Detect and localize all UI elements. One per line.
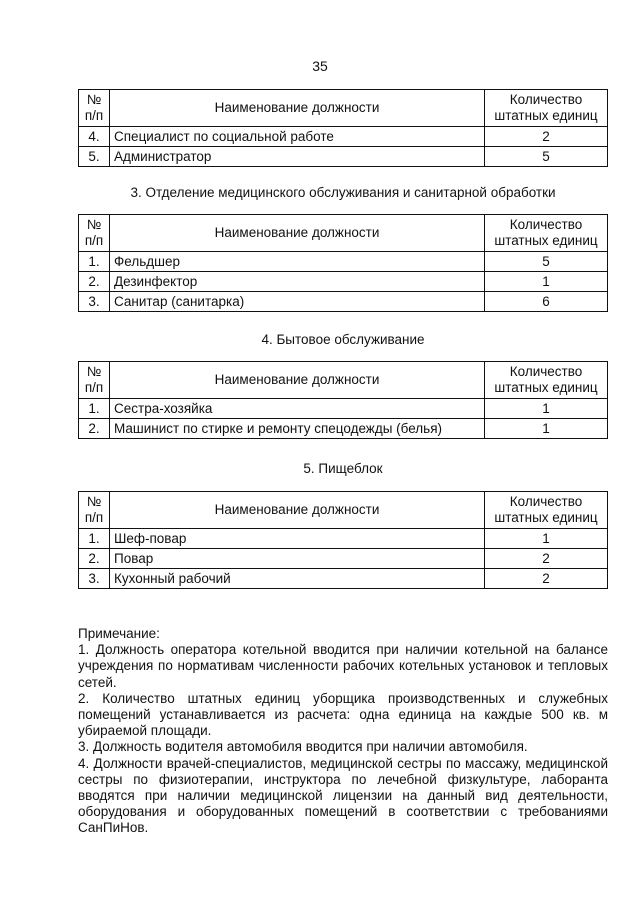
row-name: Санитар (санитарка): [110, 292, 485, 312]
row-num: 2.: [79, 549, 110, 569]
table-header-row: [79, 215, 608, 252]
row-name: Дезинфектор: [110, 272, 485, 292]
row-qty: 1: [485, 272, 608, 292]
table-row: [79, 549, 608, 569]
page-number: 35: [312, 58, 328, 74]
row-qty: 6: [485, 292, 608, 312]
note-item: 2. Количество штатных единиц уборщика производственных и служебных помещений устанавливается из расчета: одна единица на каждые 500 кв. м убираемой площади.: [78, 690, 608, 739]
header-num: № п/п: [79, 215, 110, 252]
note-item: 1. Должность оператора котельной вводится при наличии котельной на балансе учреждения по нормативам численности рабочих котельных установок и тепловых сетей.: [78, 642, 608, 690]
staff-table-1: [78, 89, 608, 167]
header-qty: Количество штатных единиц: [485, 90, 608, 127]
row-num: 4.: [79, 127, 110, 147]
row-num: 1.: [79, 529, 110, 549]
section-title-household: 4. Бытовое обслуживание: [261, 332, 425, 347]
staff-table-household: [78, 361, 608, 439]
row-name: Администратор: [110, 147, 485, 167]
header-num: № п/п: [79, 90, 110, 127]
table-row: [79, 252, 608, 272]
staff-table-catering: [78, 491, 608, 589]
row-qty: 5: [485, 147, 608, 167]
row-num: 1.: [79, 399, 110, 419]
row-name: Специалист по социальной работе: [110, 127, 485, 147]
header-num: № п/п: [79, 362, 110, 399]
row-name: Сестра-хозяйка: [110, 399, 485, 419]
header-name: Наименование должности: [110, 90, 485, 127]
header-name: Наименование должности: [110, 215, 485, 252]
table-header-row: [79, 362, 608, 399]
header-qty: Количество штатных единиц: [485, 215, 608, 252]
table-row: [79, 419, 608, 439]
note-item: 4. Должности врачей-специалистов, медицинской сестры по массажу, медицинской сестры по физиотерапии, инструктора по лечебной физкультуре, лаборанта вводятся при наличии медицинской лицензии на данный вид деятельности, оборудования и оборудованных помещений в соответствии с требованиями СанПиНов.: [78, 755, 608, 836]
row-name: Шеф-повар: [110, 529, 485, 549]
note-item: 3. Должность водителя автомобиля вводится при наличии автомобиля.: [78, 739, 528, 755]
header-name: Наименование должности: [110, 362, 485, 399]
table-row: [79, 529, 608, 549]
section-title-medical: 3. Отделение медицинского обслуживания и санитарной обработки: [130, 185, 556, 200]
section-title-catering: 5. Пищеблок: [303, 461, 383, 476]
table-row: [79, 569, 608, 589]
row-qty: 2: [485, 127, 608, 147]
row-num: 2.: [79, 419, 110, 439]
row-num: 5.: [79, 147, 110, 167]
table-row: [79, 399, 608, 419]
table-header-row: [79, 492, 608, 529]
notes-heading: Примечание:: [78, 626, 160, 641]
table-row: [79, 272, 608, 292]
row-num: 1.: [79, 252, 110, 272]
header-name: Наименование должности: [110, 492, 485, 529]
row-qty: 1: [485, 419, 608, 439]
row-qty: 1: [485, 399, 608, 419]
header-qty: Количество штатных единиц: [485, 362, 608, 399]
row-qty: 2: [485, 549, 608, 569]
table-row: [79, 127, 608, 147]
row-name: Фельдшер: [110, 252, 485, 272]
row-name: Кухонный рабочий: [110, 569, 485, 589]
staff-table-medical: [78, 214, 608, 312]
row-qty: 2: [485, 569, 608, 589]
row-name: Машинист по стирке и ремонту спецодежды (белья): [110, 419, 485, 439]
row-name: Повар: [110, 549, 485, 569]
row-num: 2.: [79, 272, 110, 292]
table-header-row: [79, 90, 608, 127]
notes-block: [78, 626, 608, 837]
row-qty: 1: [485, 529, 608, 549]
table-row: [79, 147, 608, 167]
row-qty: 5: [485, 252, 608, 272]
row-num: 3.: [79, 569, 110, 589]
row-num: 3.: [79, 292, 110, 312]
header-qty: Количество штатных единиц: [485, 492, 608, 529]
table-row: [79, 292, 608, 312]
header-num: № п/п: [79, 492, 110, 529]
